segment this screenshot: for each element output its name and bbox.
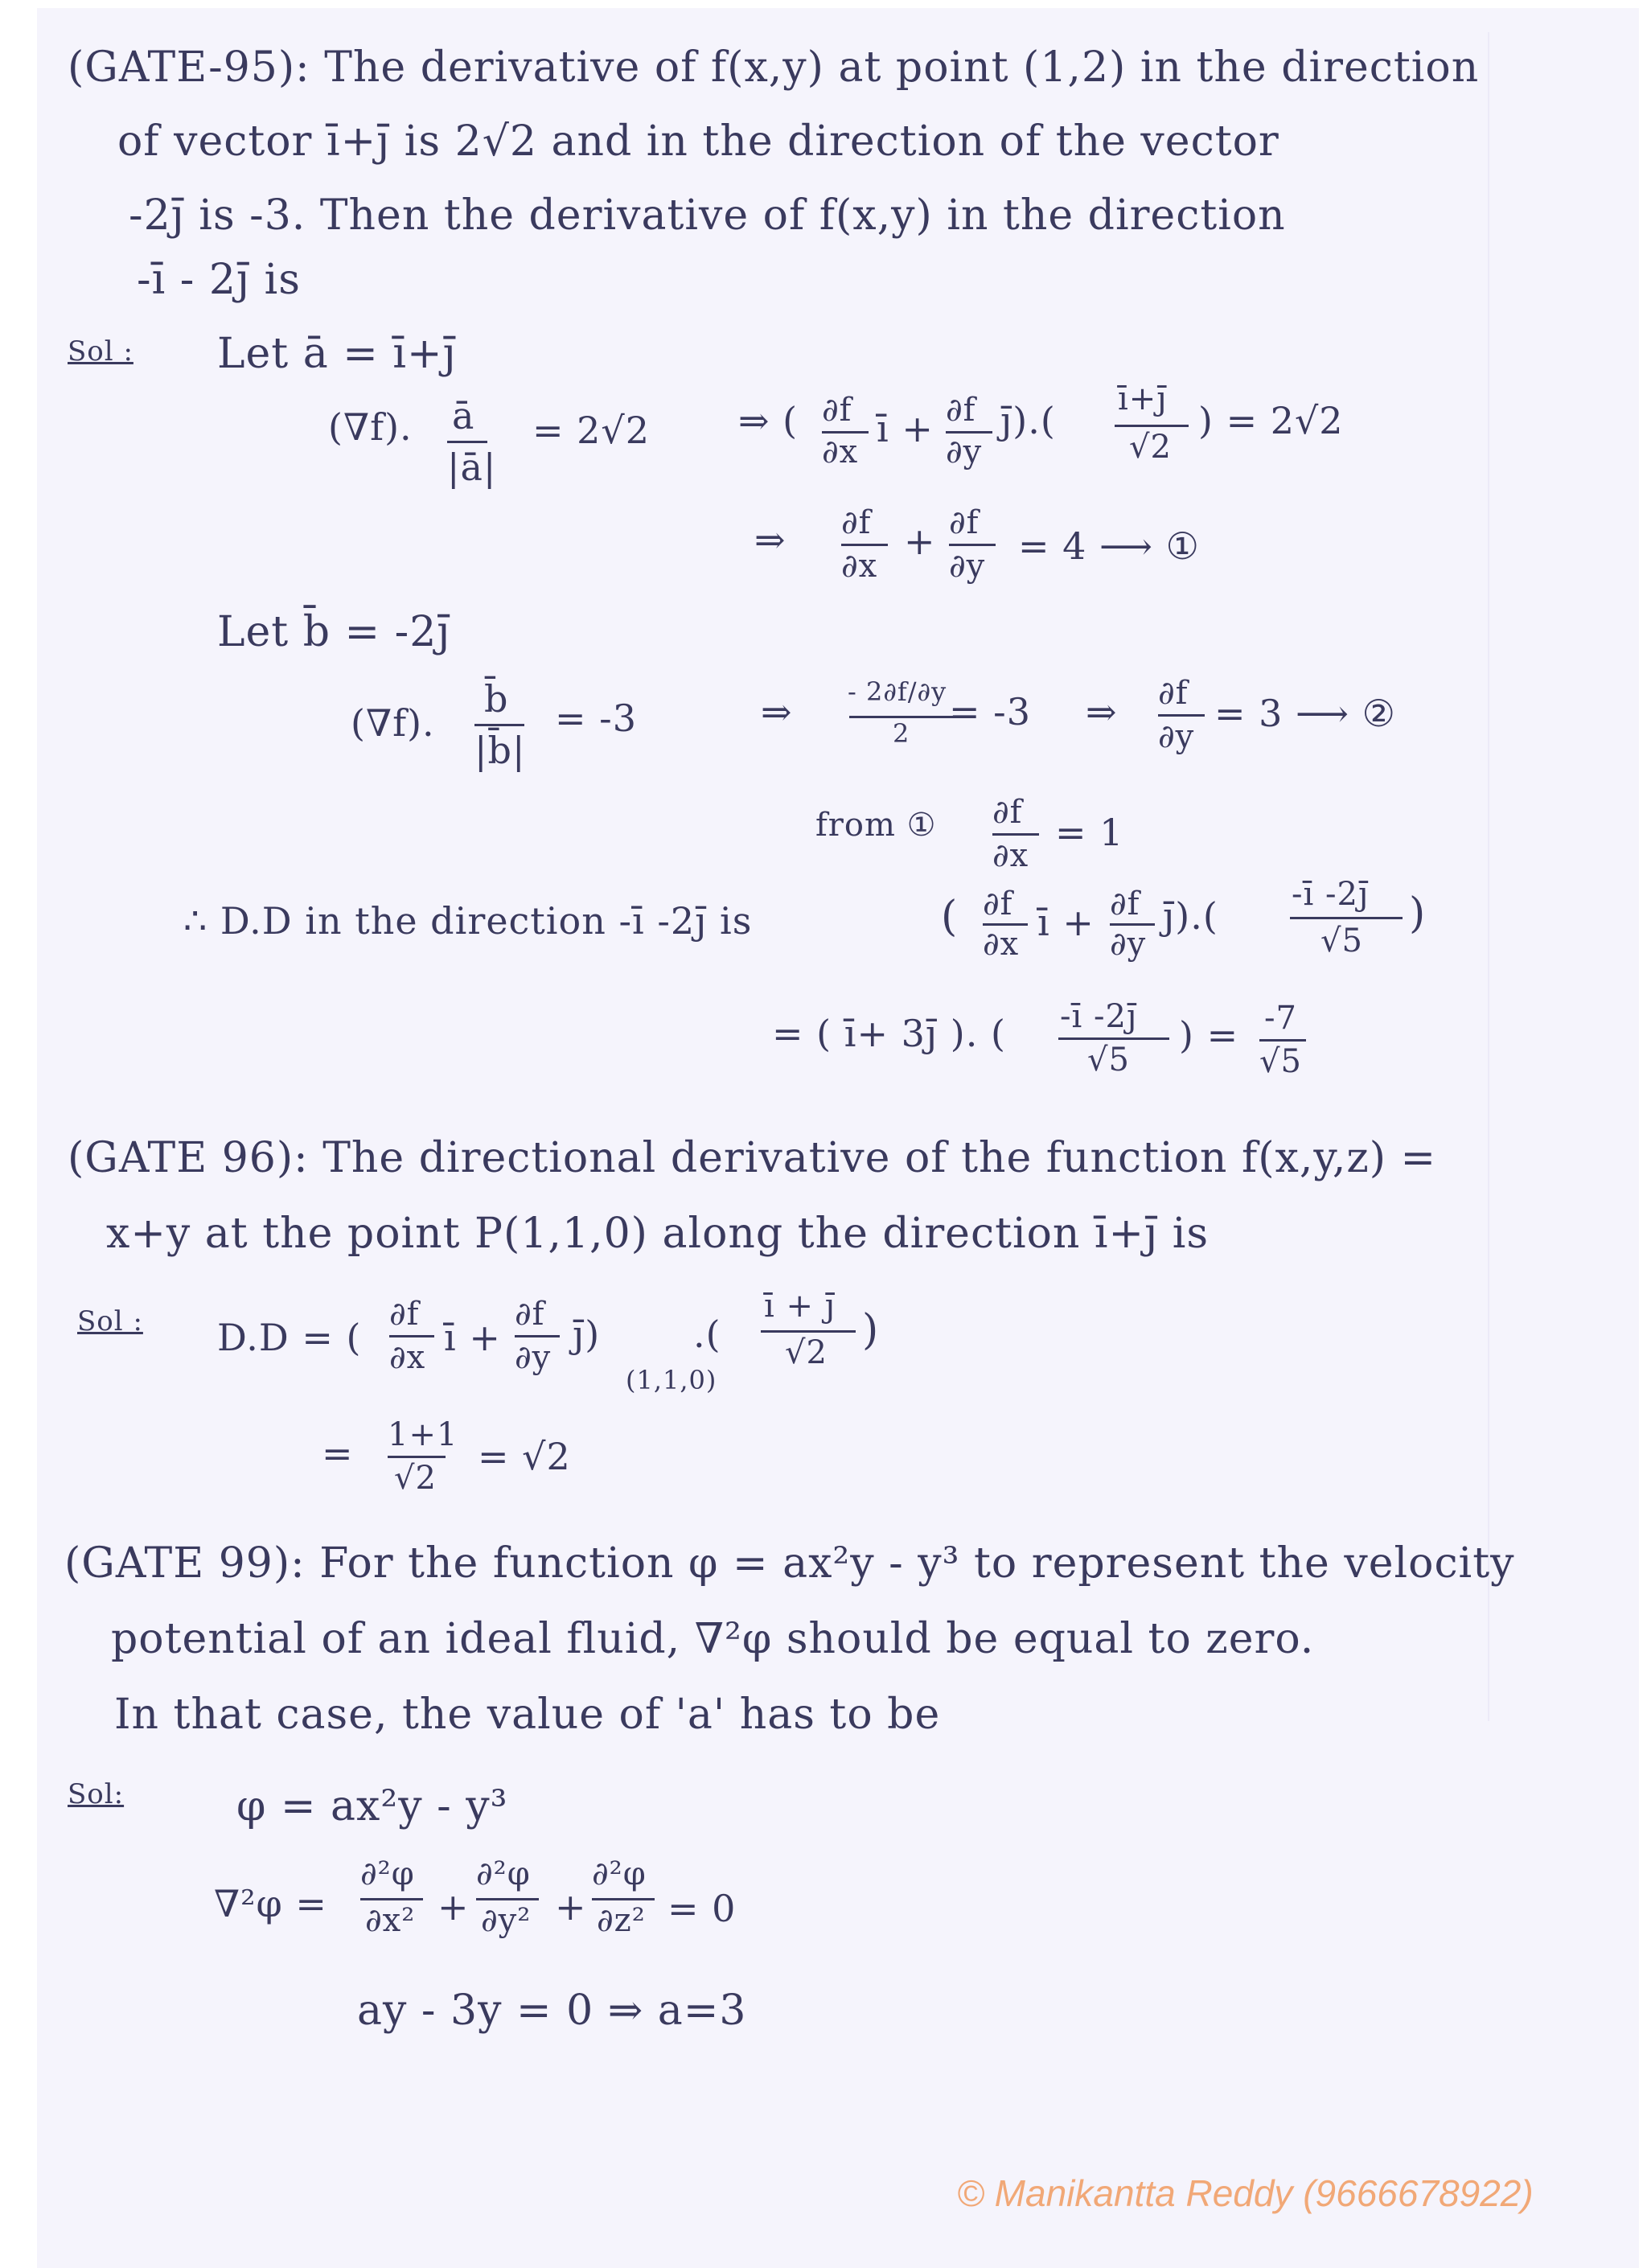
gate95-implies-open: ⇒ ( xyxy=(738,399,799,442)
gate95-root5-den-2: √5 xyxy=(1087,1042,1130,1079)
fraction-bar xyxy=(592,1898,655,1900)
fraction-bar xyxy=(360,1898,423,1900)
gate95-gradf-a: (∇f). xyxy=(328,405,413,449)
gate99-dy2: ∂y² xyxy=(481,1902,532,1939)
gate99-plus-1: + xyxy=(437,1885,470,1929)
gate96-j-close: j̄) xyxy=(573,1313,601,1356)
gate95-implies-3: ⇒ xyxy=(761,690,793,733)
fraction-bar xyxy=(389,1335,434,1337)
gate95-open-paren: ( xyxy=(941,893,959,941)
gate95-root5-den: √5 xyxy=(1320,922,1363,959)
gate95-header-line-3: -2j̄ is -3. Then the derivative of f(x,y) in the direction xyxy=(129,191,1286,240)
gate95-eq-4-ref1: = 4 ⟶ ① xyxy=(1018,524,1200,568)
gate95-from-eq1: from ① xyxy=(815,807,937,844)
gate99-d2phi-1: ∂²φ xyxy=(360,1855,415,1892)
gate95-df-dy-num: ∂f xyxy=(946,392,976,429)
gate99-dz2: ∂z² xyxy=(597,1902,646,1939)
fraction-bar xyxy=(476,1898,539,1900)
gate99-phi-def: φ = ax²y - y³ xyxy=(236,1782,508,1830)
gate96-root2-den: √2 xyxy=(785,1334,828,1371)
page-margin-line xyxy=(1488,32,1489,1721)
gate96-one-plus-one: 1+1 xyxy=(388,1416,458,1453)
gate95-i-plus-2: ī + xyxy=(1037,901,1095,944)
gate96-dot-open: .( xyxy=(693,1313,721,1356)
gate96-df-dy-den: ∂y xyxy=(515,1339,552,1376)
gate95-dd-direction: ∴ D.D in the direction -ī -2j̄ is xyxy=(183,899,753,943)
gate96-df-dy-num: ∂f xyxy=(515,1296,545,1333)
fraction-bar xyxy=(1259,1039,1306,1042)
gate95-eq-minus3: = -3 xyxy=(555,696,637,740)
gate95-a-denominator: |ā| xyxy=(447,446,497,489)
gate95-df-dx-den-3: ∂x xyxy=(992,837,1029,874)
gate95-a-numerator: ā xyxy=(452,394,475,438)
gate95-eq-3-ref2: = 3 ⟶ ② xyxy=(1214,692,1396,735)
gate96-point-subscript: (1,1,0) xyxy=(626,1365,717,1395)
gate95-root5-den-3: √5 xyxy=(1259,1043,1302,1080)
gate99-header-line-3: In that case, the value of 'a' has to be xyxy=(114,1691,941,1739)
gate95-solution-label: Sol : xyxy=(68,335,133,368)
fraction-bar xyxy=(447,441,487,443)
gate96-ij-numerator: ī + j̄ xyxy=(764,1288,836,1325)
gate95-header-line-4: -ī - 2j̄ is xyxy=(137,256,301,304)
gate95-mi2j-numerator-2: -ī -2j̄ xyxy=(1060,998,1138,1035)
gate95-df-dy-den-3: ∂y xyxy=(1158,718,1195,755)
gate95-implies-4: ⇒ xyxy=(1086,690,1118,733)
gate95-df-dy-num-3: ∂f xyxy=(1158,675,1189,712)
gate95-ij-numerator: ī+j̄ xyxy=(1118,380,1168,417)
fraction-bar xyxy=(992,833,1039,836)
gate95-implies-2: ⇒ xyxy=(754,518,787,561)
gate95-df-dx-num-4: ∂f xyxy=(983,885,1013,922)
gate95-i-plus: ī + xyxy=(877,407,934,450)
gate95-let-a: Let ā = ī+j̄ xyxy=(217,330,457,378)
gate99-result: ay - 3y = 0 ⇒ a=3 xyxy=(357,1987,747,2035)
gate95-df-dx-num-3: ∂f xyxy=(992,794,1023,831)
gate95-df-dx-den-2: ∂x xyxy=(841,548,878,585)
gate96-close-paren: ) xyxy=(862,1306,880,1354)
gate95-root2-den: √2 xyxy=(1129,429,1172,466)
gate99-plus-2: + xyxy=(555,1885,587,1929)
fraction-bar xyxy=(515,1335,560,1337)
gate99-dx2: ∂x² xyxy=(365,1902,416,1939)
gate95-two-den: 2 xyxy=(893,718,910,749)
fraction-bar xyxy=(841,544,888,546)
gate95-gradf-b: (∇f). xyxy=(351,701,435,745)
gate95-eq-minus3-b: = -3 xyxy=(949,690,1031,733)
gate95-minus2-dfdy: - 2∂f/∂y xyxy=(848,676,947,707)
gate95-b-numerator: b̄ xyxy=(484,677,509,721)
gate95-df-dx-num: ∂f xyxy=(822,392,852,429)
fraction-bar xyxy=(1290,917,1403,919)
gate96-header-line-2: x+y at the point P(1,1,0) along the direction ī+j̄ is xyxy=(106,1210,1210,1258)
gate96-df-dx-num: ∂f xyxy=(389,1296,420,1333)
gate95-header-line-2: of vector ī+j̄ is 2√2 and in the direction of the vector xyxy=(117,117,1279,166)
gate95-df-dx-den-4: ∂x xyxy=(983,926,1020,963)
gate95-df-dy-den: ∂y xyxy=(946,433,983,470)
fraction-bar xyxy=(388,1456,446,1458)
gate96-df-dx-den: ∂x xyxy=(389,1339,426,1376)
gate95-minus7: -7 xyxy=(1264,1000,1297,1037)
gate99-eq-zero: = 0 xyxy=(667,1887,737,1930)
gate95-df-dx-num-2: ∂f xyxy=(841,504,872,541)
fraction-bar xyxy=(761,1330,856,1333)
gate95-eq-1: = 1 xyxy=(1055,811,1124,854)
gate96-eq-root2: = √2 xyxy=(478,1435,571,1478)
gate95-header-line-1: (GATE-95): The derivative of f(x,y) at point (1,2) in the direction xyxy=(68,43,1480,92)
gate95-b-denominator: |b̄| xyxy=(474,729,526,772)
gate99-header-line-1: (GATE 99): For the function φ = ax²y - y³ to represent the velocity xyxy=(64,1539,1515,1588)
gate95-eq-line: = ( ī+ 3j̄ ). ( xyxy=(772,1012,1006,1055)
gate95-df-dy-den-4: ∂y xyxy=(1110,926,1147,963)
gate95-close-eq: ) = xyxy=(1179,1013,1239,1057)
gate96-i-plus: ī + xyxy=(444,1316,501,1359)
gate96-header-line-1: (GATE 96): The directional derivative of the function f(x,y,z) = xyxy=(68,1134,1437,1182)
gate95-df-dx-den: ∂x xyxy=(822,433,859,470)
gate95-j-close-dot-2: j̄).( xyxy=(1163,894,1218,938)
gate99-solution-label: Sol: xyxy=(68,1778,125,1810)
fraction-bar xyxy=(1115,425,1189,427)
gate95-df-dy-den-2: ∂y xyxy=(949,548,986,585)
gate96-equals: = xyxy=(322,1432,354,1475)
fraction-bar xyxy=(474,724,524,726)
gate95-plus: + xyxy=(904,520,936,563)
gate95-close-paren: ) xyxy=(1409,890,1427,938)
gate95-eq-2root2: = 2√2 xyxy=(532,409,651,452)
gate96-dd-eq: D.D = ( xyxy=(217,1316,362,1359)
gate95-mi2j-numerator: -ī -2j̄ xyxy=(1292,876,1370,913)
gate99-header-line-2: potential of an ideal fluid, ∇²φ should be equal to zero. xyxy=(111,1615,1315,1663)
gate95-let-b: Let b̄ = -2j̄ xyxy=(217,608,451,656)
copyright-watermark: © Manikantta Reddy (9666678922) xyxy=(957,2172,1534,2214)
gate96-root2-den-2: √2 xyxy=(394,1460,437,1497)
gate95-close-eq-2root2: ) = 2√2 xyxy=(1198,399,1344,442)
gate96-solution-label: Sol : xyxy=(77,1305,143,1337)
fraction-bar xyxy=(949,544,996,546)
gate95-j-close-dot: j̄).( xyxy=(1000,399,1056,442)
gate99-d2phi-2: ∂²φ xyxy=(476,1855,531,1892)
gate95-df-dy-num-4: ∂f xyxy=(1110,885,1140,922)
fraction-bar xyxy=(1058,1037,1169,1040)
gate99-d2phi-3: ∂²φ xyxy=(592,1855,647,1892)
fraction-bar xyxy=(1158,714,1205,717)
gate99-laplacian: ∇²φ = xyxy=(214,1882,327,1925)
gate95-df-dy-num-2: ∂f xyxy=(949,504,980,541)
